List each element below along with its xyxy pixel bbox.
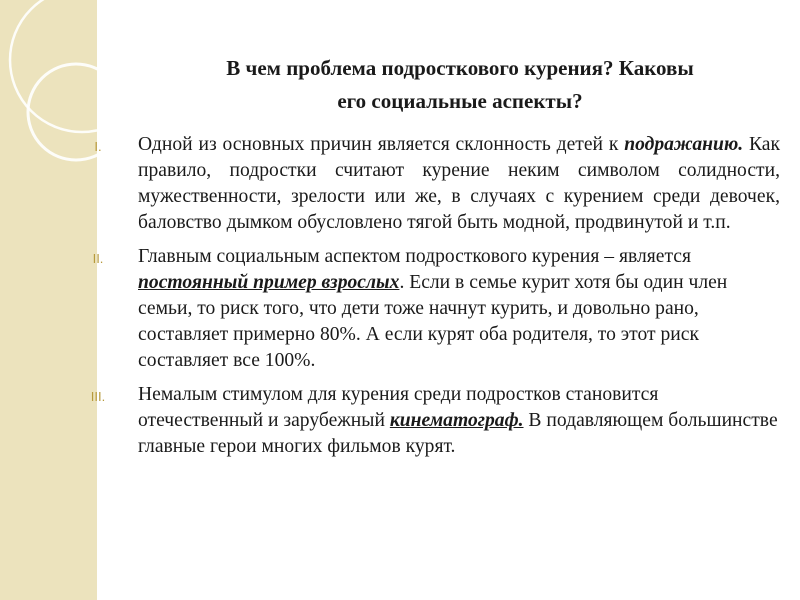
slide-title-line-1: В чем проблема подросткового курения? Каковы <box>226 56 694 80</box>
emphasis-text: постоянный пример взрослых <box>138 272 400 293</box>
list-numeral: III. <box>90 389 106 404</box>
list-item-text <box>138 244 780 374</box>
list-numeral: II. <box>92 251 104 266</box>
list-item-text <box>138 132 780 236</box>
text-run: Одной из основных причин является склонность детей к <box>138 134 625 155</box>
points-list <box>78 132 780 468</box>
text-run: В подавляющем большинстве главные герои многих фильмов курят. <box>138 410 778 457</box>
slide-title <box>140 52 780 118</box>
list-item <box>78 244 780 374</box>
emphasis-text: кинематограф. <box>389 410 524 431</box>
text-run: . Если в семье курит хотя бы один член семьи, то риск того, что дети тоже начнут курить, и довольно рано, составляет примерно 80%. А если курят оба родителя, то этот риск составляет все 100%. <box>138 272 728 371</box>
slide-title-line-2: его социальные аспекты? <box>337 89 583 113</box>
list-item-text <box>138 382 780 460</box>
text-run: Немалым стимулом для курения среди подростков становится отечественный и зарубежный <box>138 384 659 431</box>
text-run: Как правило, подростки считают курение неким символом солидности, мужественности, зрелости или же, в случаях с курением среди девочек, баловство дымком обусловлено тягой быть модной, продвинутой и т.п. <box>138 134 780 233</box>
list-item <box>78 132 780 236</box>
emphasis-text: подражанию. <box>624 134 744 155</box>
list-numeral: I. <box>94 139 102 154</box>
list-item <box>78 382 780 460</box>
text-run: Главным социальным аспектом подросткового курения – является <box>138 246 692 267</box>
